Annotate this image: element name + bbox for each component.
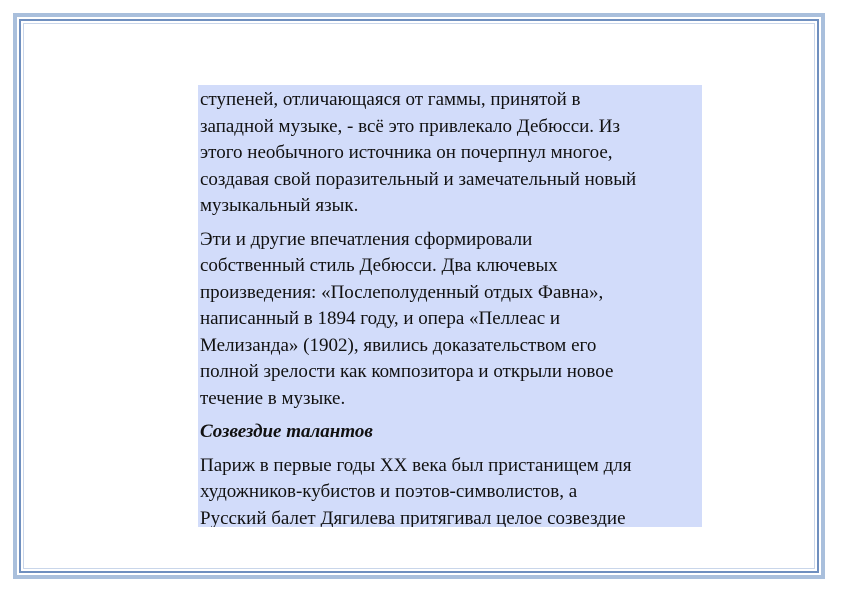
text-line: художников-кубистов и поэтов-символистов, а xyxy=(200,481,578,502)
text-line: этого необычного источника он почерпнул многое, xyxy=(200,142,613,163)
text-line: Париж в первые годы XX века был пристанищем для xyxy=(200,454,632,476)
text-line: Эти и другие впечатления сформировали xyxy=(200,228,533,250)
paragraph-style xyxy=(200,227,700,413)
text-line: ступеней, отличающаяся от гаммы, принятой в xyxy=(200,89,581,110)
text-line: написанный в 1894 году, и опера «Пеллеас и xyxy=(200,308,561,329)
text-line: течение в музыке. xyxy=(200,387,346,409)
text-line: музыкальный язык. xyxy=(200,195,359,216)
text-line: западной музыке, - всё это привлекало Дебюсси. Из xyxy=(200,115,621,137)
paragraph-intro xyxy=(200,87,700,220)
text-line: Мелизанда» (1902), явились доказательством его xyxy=(200,334,597,356)
section-heading: Созвездие талантов xyxy=(200,421,373,442)
text-line: собственный стиль Дебюсси. Два ключевых xyxy=(200,255,558,276)
text-line: произведения: «Послеполуденный отдых Фавна», xyxy=(200,281,604,303)
text-line: Русский балет Дягилева притягивал целое созвездие xyxy=(200,507,626,527)
text-line: полной зрелости как композитора и открыли новое xyxy=(200,361,614,382)
text-block xyxy=(198,85,702,527)
paragraph-paris xyxy=(200,453,700,528)
text-line: создавая свой поразительный и замечательный новый xyxy=(200,168,637,190)
